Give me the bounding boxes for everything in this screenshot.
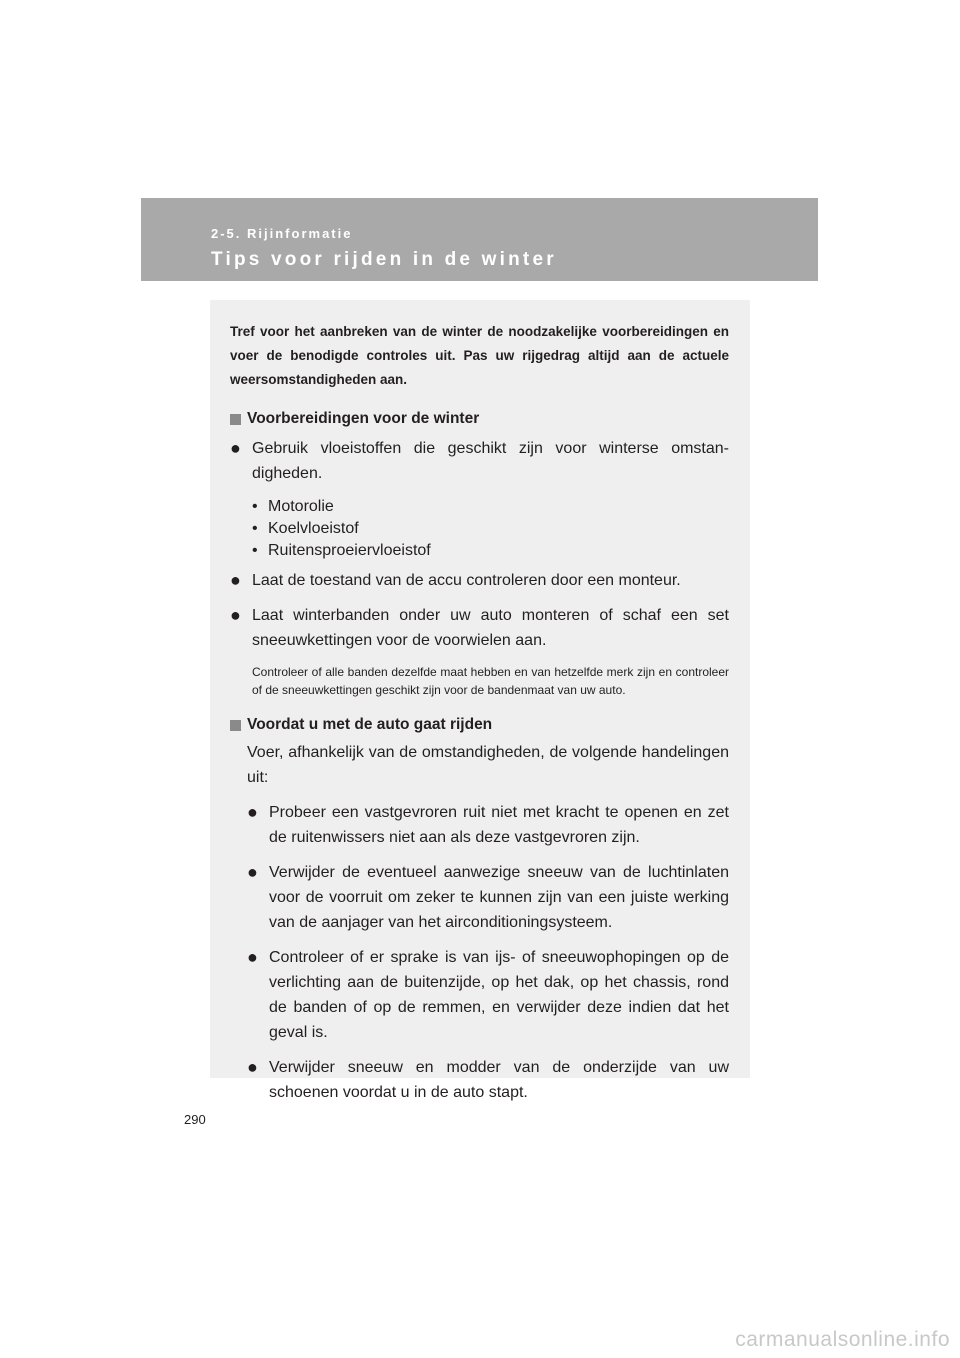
sub-list-item-text: Ruitensproeiervloeistof bbox=[268, 542, 431, 559]
sub-list-item bbox=[252, 518, 729, 540]
intro-text: Tref voor het aanbreken van de winter de noodzakelijke voorbereidingen en voer de benodigde controles uit. Pas uw rijgedrag altijd aan de actuele weersomstandigheden aan. bbox=[230, 324, 729, 387]
section-heading-label: Voordat u met de auto gaat rijden bbox=[247, 716, 493, 733]
watermark: carmanualsonline.info bbox=[735, 1328, 950, 1351]
list-item-text: Laat winterbanden onder uw auto monteren of schaf een set sneeuwkettingen voor de voorwielen aan. bbox=[252, 607, 729, 649]
list-item-text: Probeer een vastgevroren ruit niet met kracht te openen en zet de ruitenwissers niet aan als deze vastgevroren zijn. bbox=[269, 804, 729, 846]
dot-icon: • bbox=[252, 542, 258, 559]
circle-bullet-icon: ● bbox=[230, 438, 241, 458]
list-item bbox=[230, 436, 729, 486]
list-item bbox=[230, 568, 729, 593]
chapter-header bbox=[141, 198, 818, 281]
sub-list-item-text: Koelvloeistof bbox=[268, 520, 359, 537]
circle-bullet-icon: ● bbox=[247, 947, 258, 967]
list-item bbox=[247, 945, 729, 1045]
square-bullet-icon bbox=[230, 720, 241, 731]
circle-bullet-icon: ● bbox=[230, 570, 241, 590]
fluids-list bbox=[252, 496, 729, 562]
note-text: Controleer of alle banden dezelfde maat hebben en van hetzelfde merk zijn en controleer of de sneeuwkettingen geschikt zijn voor de bandenmaat van uw auto. bbox=[252, 665, 729, 697]
page-title: Tips voor rijden in de winter bbox=[211, 249, 557, 270]
dot-icon: • bbox=[252, 520, 258, 537]
list-item bbox=[247, 1055, 729, 1105]
list-item bbox=[247, 800, 729, 850]
list-item-text: Controleer of er sprake is van ijs- of sneeuwophopingen op de verlichting aan de buitenzijde, op het dak, op het chassis, rond de banden of op de remmen, en verwijder deze indien dat het geval is. bbox=[269, 949, 729, 1041]
square-bullet-icon bbox=[230, 414, 241, 425]
circle-bullet-icon: ● bbox=[247, 862, 258, 882]
list-item-text: Verwijder sneeuw en modder van de onderzijde van uw schoenen voordat u in de auto stapt. bbox=[269, 1059, 729, 1101]
section-heading-before-driving bbox=[230, 714, 729, 736]
list-item bbox=[230, 603, 729, 653]
list-item-text: Gebruik vloeistoffen die geschikt zijn voor winterse omstandigheden. bbox=[252, 440, 729, 482]
list-item bbox=[247, 860, 729, 935]
section-label: 2-5. Rijinformatie bbox=[211, 226, 353, 241]
sub-list-item-text: Motorolie bbox=[268, 498, 334, 515]
sub-list-item bbox=[252, 540, 729, 562]
page-number: 290 bbox=[184, 1112, 206, 1127]
sub-list-item bbox=[252, 496, 729, 518]
dot-icon: • bbox=[252, 498, 258, 515]
section-heading-winter-prep bbox=[230, 408, 729, 430]
list-item-text: Verwijder de eventueel aanwezige sneeuw van de luchtinlaten voor de voorruit om zeker te kunnen zijn van een juiste werking van de aanjager van het airconditioningsysteem. bbox=[269, 864, 729, 931]
circle-bullet-icon: ● bbox=[230, 605, 241, 625]
section-heading-label: Voorbereidingen voor de winter bbox=[247, 410, 480, 427]
circle-bullet-icon: ● bbox=[247, 802, 258, 822]
section-intro-text: Voer, afhankelijk van de omstandigheden, de volgende handelingen uit: bbox=[247, 744, 729, 786]
content-box bbox=[210, 300, 750, 1101]
circle-bullet-icon: ● bbox=[247, 1057, 258, 1077]
list-item-text: Laat de toestand van de accu controleren door een monteur. bbox=[252, 572, 681, 589]
